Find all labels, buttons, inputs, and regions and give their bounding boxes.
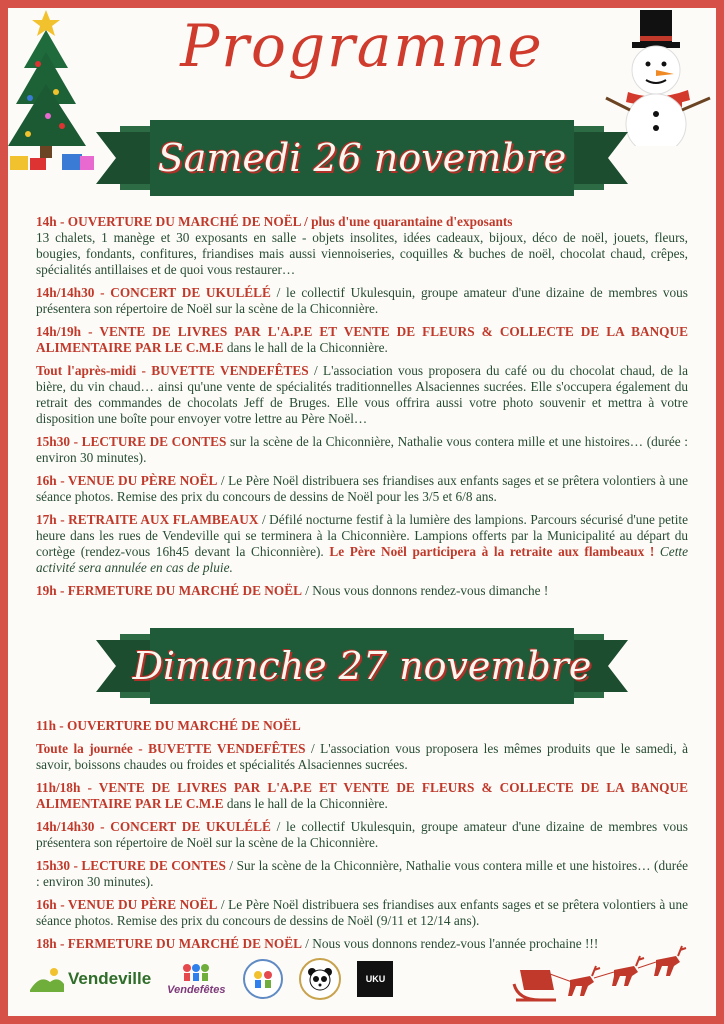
item-lead: 19h - FERMETURE DU MARCHÉ DE NOËL — [36, 583, 302, 598]
item-text: / L'association vous proposera du café ou du chocolat chaud, de la bière, du vin chaud… ainsi qu'une vente de spécialités traditionnelles Alsaciennes sucrées. Elle s'occupera également du retrait des commandes de chocolats Jeff de Bruges. Elle vous offrira aussi votre photo souvenir et mettra à votre disposition une boîte pour envoyer votre lettre au Père Noël… — [36, 363, 688, 426]
saturday-banner — [0, 118, 724, 198]
item-highlight: Le Père Noël participera à la retraite aux flambeaux ! — [329, 544, 655, 559]
program-item — [36, 214, 688, 278]
item-lead: Toute la journée - BUVETTE VENDEFÊTES — [36, 741, 306, 756]
item-text: / le collectif Ukulesquin, groupe amateur d'une dizaine de membres vous présentera son répertoire de Noël sur la scène de la Chiconnière. — [36, 819, 688, 850]
vendeville-logo-text: Vendeville — [68, 969, 152, 988]
school-association-logo — [243, 959, 283, 999]
item-text: / L'association vous proposera les mêmes produits que le samedi, à savoir, boissons chaudes ou froides et spécialités Alsaciennes sucrées. — [36, 741, 688, 772]
sponsor-logos — [30, 958, 393, 1000]
item-lead: Tout l'après-midi - BUVETTE VENDEFÊTES — [36, 363, 309, 378]
people-icon — [181, 963, 211, 981]
item-text: / Nous vous donnons rendez-vous l'année prochaine !!! — [301, 936, 599, 951]
program-item — [36, 780, 688, 812]
saturday-program — [36, 214, 688, 606]
item-lead: 15h30 - LECTURE DE CONTES — [36, 858, 226, 873]
item-lead: 14h/14h30 - CONCERT DE UKULÉLÉ — [36, 285, 271, 300]
sleigh-reindeer-icon — [510, 940, 710, 1006]
panda-logo — [299, 958, 341, 1000]
item-lead: 11h/18h - VENTE DE LIVRES PAR L'A.P.E ET VENTE DE FLEURS & COLLECTE DE LA BANQUE ALIMENTAIRE PAR LE C.M.E — [36, 780, 688, 811]
program-item — [36, 718, 688, 734]
vendeville-logo — [30, 966, 151, 992]
item-text: / le collectif Ukulesquin, groupe amateur d'une dizaine de membres vous présentera son répertoire de Noël sur la scène de la Chiconnière. — [36, 285, 688, 316]
sunday-banner — [0, 626, 724, 706]
item-lead: 14h/14h30 - CONCERT DE UKULÉLÉ — [36, 819, 271, 834]
item-note: Cette activité sera annulée en cas de pluie. — [36, 544, 688, 575]
item-text: sur la scène de la Chiconnière, Nathalie vous contera mille et une histoires… (durée : environ 30 minutes). — [36, 434, 688, 465]
item-text: / Le Père Noël distribuera ses friandises aux enfants sages et se prêtera volontiers à une séance photos. Remise des prix du concours de dessins de Noël (9/11 et 12/14 ans). — [36, 897, 688, 928]
item-lead: 17h - RETRAITE AUX FLAMBEAUX — [36, 512, 259, 527]
panda-icon — [306, 967, 334, 991]
item-lead: 14h/19h - VENTE DE LIVRES PAR L'A.P.E ET VENTE DE FLEURS & COLLECTE DE LA BANQUE ALIMENTAIRE PAR LE C.M.E — [36, 324, 688, 355]
item-text: / Sur la scène de la Chiconnière, Nathalie vous contera mille et une histoires… (durée : environ 30 minutes). — [36, 858, 688, 889]
program-item — [36, 434, 688, 466]
landscape-icon — [30, 966, 64, 992]
vendefetes-logo — [167, 963, 225, 996]
program-item — [36, 897, 688, 929]
program-item — [36, 819, 688, 851]
item-text: / Défilé nocturne festif à la lumière des lampions. Parcours sécurisé d'une petite heure dans les rues de Vendeville qui se terminera à la Chiconnière. Lampions offerts par la Municipalité au départ du cortège (rendez-vous 16h45 devant la Chiconnière). — [36, 512, 689, 559]
saturday-banner-title: Samedi 26 novembre — [157, 136, 567, 180]
item-text: 13 chalets, 1 manège et 30 exposants en salle - objets insolites, idées cadeaux, bijoux, déco de noël, jouets, fleurs, bougies, fondants, confitures, friandises mais aussi viennoiseries, coquilles & buches de noël, chocolat chaud, crêpes, spécialités antillaises et de quoi vous restaurer… — [36, 230, 688, 277]
program-item — [36, 473, 688, 505]
item-lead: 11h - OUVERTURE DU MARCHÉ DE NOËL — [36, 718, 301, 733]
ukulesquin-logo: UKU — [357, 961, 393, 997]
item-text: / Le Père Noël distribuera ses friandises aux enfants sages et se prêtera volontiers à une séance photos. Remise des prix du concours de dessins de Noël pour les 3/5 et 6/8 ans. — [36, 473, 688, 504]
program-item — [36, 583, 688, 599]
program-item — [36, 858, 688, 890]
program-item — [36, 741, 688, 773]
item-lead: 14h - OUVERTURE DU MARCHÉ DE NOËL / plus d'une quarantaine d'exposants — [36, 214, 513, 229]
item-text: / Nous vous donnons rendez-vous dimanche ! — [301, 583, 549, 598]
item-lead: 16h - VENUE DU PÈRE NOËL — [36, 897, 218, 912]
item-text: dans le hall de la Chiconnière. — [223, 796, 388, 811]
page-title: Programme — [180, 12, 544, 80]
program-item — [36, 324, 688, 356]
sunday-banner-title: Dimanche 27 novembre — [132, 644, 592, 688]
program-item — [36, 363, 688, 427]
program-item — [36, 285, 688, 317]
children-icon — [250, 969, 276, 989]
program-item — [36, 512, 688, 576]
item-text: dans le hall de la Chiconnière. — [223, 340, 388, 355]
sunday-program — [36, 718, 688, 959]
item-lead: 18h - FERMETURE DU MARCHÉ DE NOËL — [36, 936, 302, 951]
vendefetes-logo-text: Vendefêtes — [167, 983, 226, 996]
item-lead: 16h - VENUE DU PÈRE NOËL — [36, 473, 218, 488]
item-lead: 15h30 - LECTURE DE CONTES — [36, 434, 227, 449]
